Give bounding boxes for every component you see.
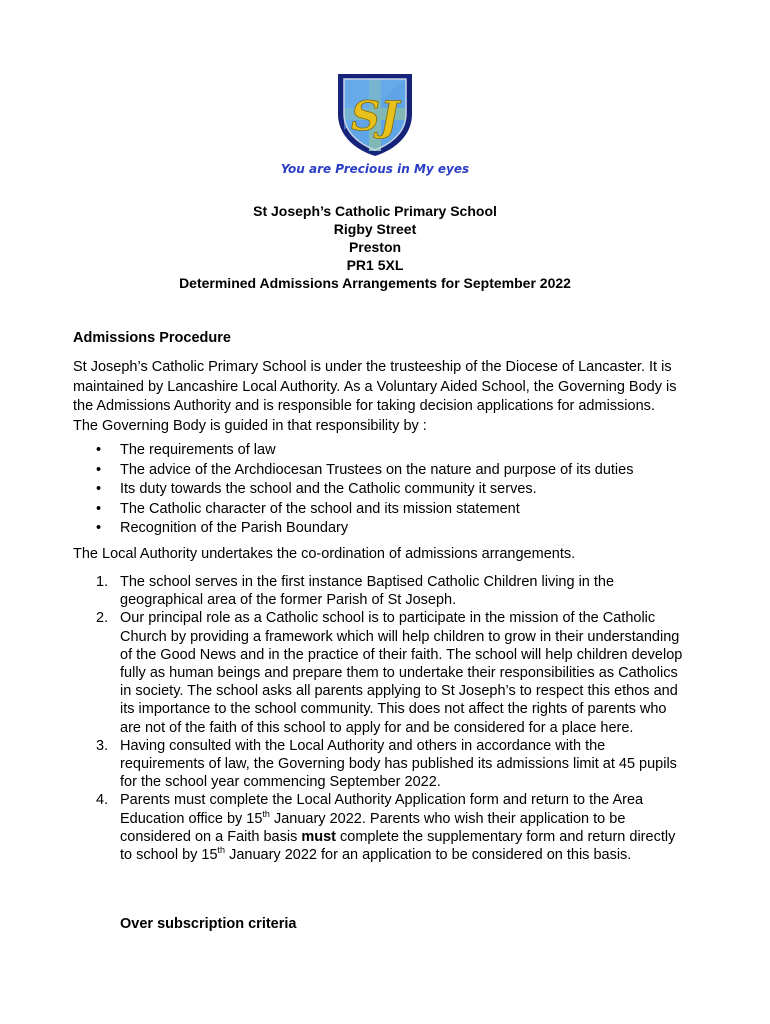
bullet-icon: •	[96, 481, 102, 497]
oversubscription-heading: Over subscription criteria	[120, 916, 297, 932]
item-number: 4.	[96, 792, 109, 809]
list-item	[73, 573, 683, 609]
local-authority-paragraph: The Local Authority undertakes the co-ordination of admissions arrangements.	[73, 546, 576, 562]
section-heading: Admissions Procedure	[73, 330, 231, 346]
bullet-icon: •	[96, 461, 102, 478]
item-text: Our principal role as a Catholic school is to participate in the mission of the Catholic Church by providing a framework which will help children to grow in their understanding of the Good News and in the practice of their faith. The school will help children develop fully as human beings and prepare them to undertake their responsibilities as Catholics in society. The school asks all parents applying to St Joseph’s to respect this ethos and its importance to the school community. This does not affect the rights of parents who are not of the faith of this school to apply for and be considered for a place here.	[120, 610, 683, 736]
list-item: • Recognition of the Parish Boundary	[73, 519, 703, 539]
list-item: • The Catholic character of the school and its mission statement	[73, 500, 703, 520]
address-postcode: PR1 5XL	[346, 257, 404, 273]
item-number: 1.	[96, 574, 109, 590]
document-title: Determined Admissions Arrangements for September 2022	[179, 275, 571, 291]
emphasis-must: must	[301, 828, 337, 845]
svg-text:SJ: SJ	[351, 93, 399, 140]
school-address-block	[0, 202, 750, 292]
list-item	[73, 609, 683, 736]
school-name: St Joseph’s Catholic Primary School	[253, 203, 497, 219]
address-town: Preston	[348, 239, 402, 255]
list-item	[73, 737, 683, 792]
list-item: • Its duty towards the school and the Catholic community it serves.	[73, 480, 703, 500]
item-text: Parents must complete the Local Authority Application form and return to the Area Education office by 15th January 2022. Parents who wish their application to be considered on a Faith basis must complete the supplementary form and return directly to school by 15th January 2022 for an application to be considered on this basis.	[120, 792, 676, 864]
list-item	[73, 791, 683, 864]
list-item: • The advice of the Archdiocesan Trustees on the nature and purpose of its duties	[73, 461, 703, 481]
item-text: The school serves in the first instance Baptised Catholic Children living in the geographical area of the former Parish of St Joseph.	[120, 574, 615, 609]
guidance-bullet-list	[73, 441, 703, 539]
bullet-icon: •	[96, 500, 102, 517]
bullet-icon: •	[96, 442, 102, 458]
school-crest-logo	[332, 70, 418, 158]
list-item: • The requirements of law	[73, 441, 703, 461]
admissions-numbered-list	[73, 573, 683, 864]
item-text: Having consulted with the Local Authority and others in accordance with the requirements of law, the Governing body has published its admissions limit at 45 pupils for the school year commencing September 2022.	[120, 737, 677, 791]
school-motto: You are Precious in My eyes	[280, 162, 470, 176]
item-number: 2.	[96, 610, 109, 627]
item-number: 3.	[96, 737, 109, 754]
address-street: Rigby Street	[333, 221, 417, 237]
bullet-icon: •	[96, 520, 102, 536]
intro-paragraph: St Joseph’s Catholic Primary School is under the trusteeship of the Diocese of Lancaster. It is maintained by Lancashire Local Authority. As a Voluntary Aided School, the Governing Body is the Admissions Authority and is responsible for taking decision applications for admissions. The Governing Body is guided in that responsibility by :	[73, 359, 677, 434]
